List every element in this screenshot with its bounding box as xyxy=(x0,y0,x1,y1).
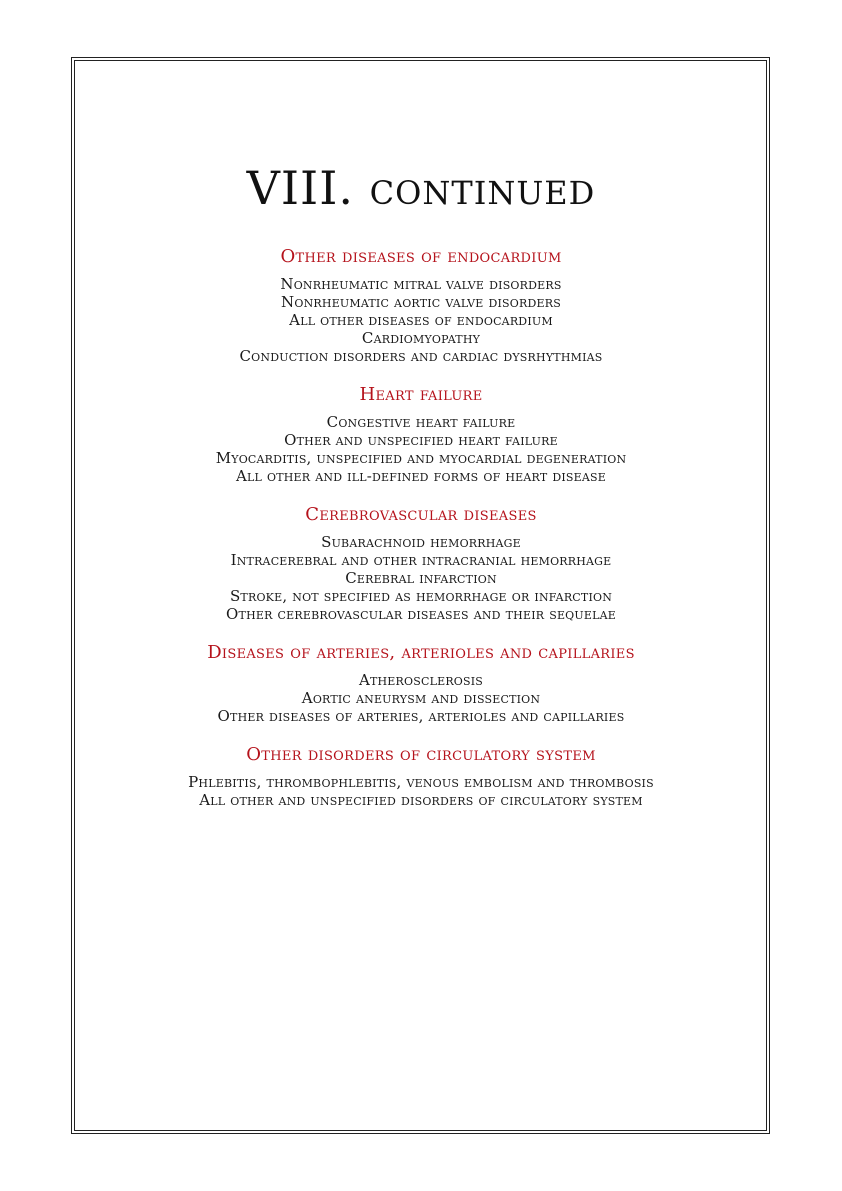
section-cerebrovascular xyxy=(80,503,762,623)
list-item: All other and unspecified disorders of circulatory system xyxy=(199,791,643,809)
page-title: VIII. continued xyxy=(246,161,596,215)
list-item: All other and ill-defined forms of heart disease xyxy=(235,467,606,485)
item-list xyxy=(80,533,762,623)
list-item: Aortic aneurysm and dissection xyxy=(301,689,541,707)
list-item: Other cerebrovascular diseases and their sequelae xyxy=(226,605,616,623)
section-arteries xyxy=(80,641,762,725)
list-item: All other diseases of endocardium xyxy=(289,311,553,329)
list-item: Other diseases of arteries, arterioles and capillaries xyxy=(217,707,625,725)
item-list xyxy=(80,773,762,809)
section-heading: Other diseases of endocardium xyxy=(280,246,562,267)
section-endocardium xyxy=(80,245,762,365)
item-list xyxy=(80,413,762,485)
list-item: Congestive heart failure xyxy=(326,413,516,431)
list-item: Subarachnoid hemorrhage xyxy=(321,533,521,551)
list-item: Intracerebral and other intracranial hemorrhage xyxy=(230,551,612,569)
list-item: Atherosclerosis xyxy=(358,671,484,689)
list-item: Cerebral infarction xyxy=(345,569,497,587)
list-item: Cardiomyopathy xyxy=(361,329,481,347)
section-heading: Diseases of arteries, arterioles and capillaries xyxy=(207,642,635,663)
list-item: Other and unspecified heart failure xyxy=(284,431,558,449)
list-item: Nonrheumatic aortic valve disorders xyxy=(281,293,561,311)
section-heart-failure xyxy=(80,383,762,485)
section-heading: Cerebrovascular diseases xyxy=(305,504,537,525)
list-item: Phlebitis, thrombophlebitis, venous embolism and thrombosis xyxy=(188,773,654,791)
list-item: Stroke, not specified as hemorrhage or infarction xyxy=(229,587,613,605)
item-list xyxy=(80,275,762,365)
item-list xyxy=(80,671,762,725)
list-item: Nonrheumatic mitral valve disorders xyxy=(280,275,562,293)
list-item: Conduction disorders and cardiac dysrhythmias xyxy=(239,347,603,365)
section-heading: Other disorders of circulatory system xyxy=(246,744,596,765)
section-circulatory xyxy=(80,743,762,809)
list-item: Myocarditis, unspecified and myocardial degeneration xyxy=(215,449,627,467)
section-heading: Heart failure xyxy=(359,384,483,405)
